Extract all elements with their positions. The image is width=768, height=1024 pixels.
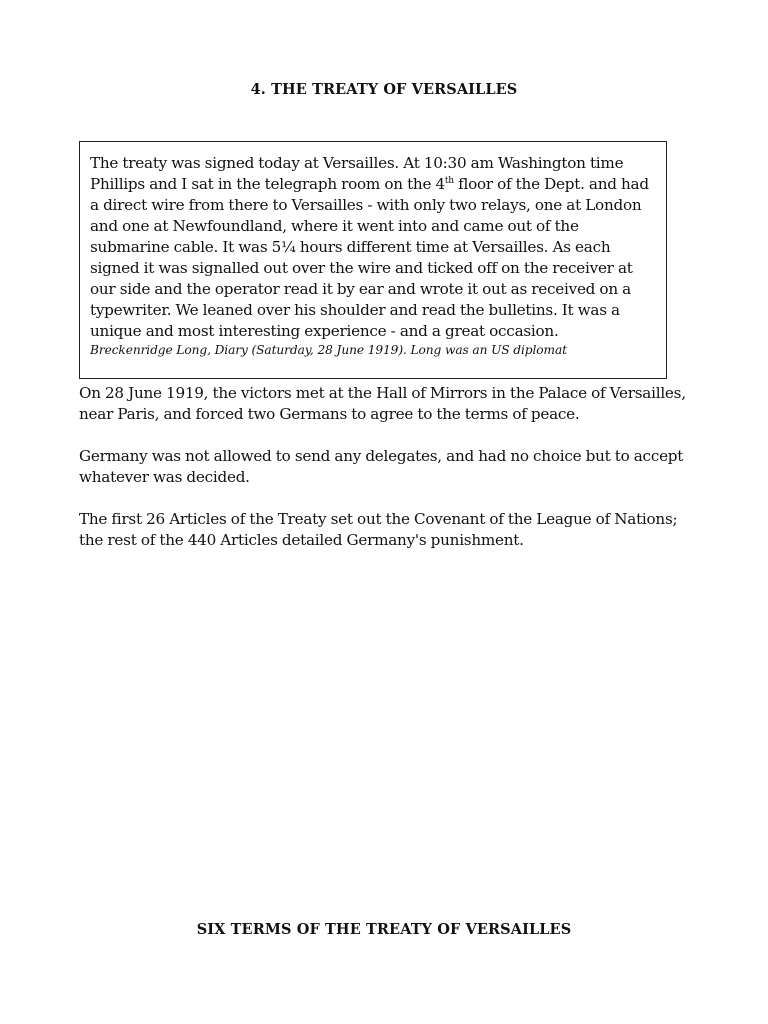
paragraph-line: whatever was decided. — [79, 468, 250, 486]
quote-line: a direct wire from there to Versailles - with only two relays, one at London — [90, 196, 642, 214]
paragraph-line: On 28 June 1919, the victors met at the Hall of Mirrors in the Palace of Versailles, — [79, 384, 686, 402]
page-title: 4. THE TREATY OF VERSAILLES — [250, 81, 518, 98]
paragraph-line: near Paris, and forced two Germans to agree to the terms of peace. — [79, 405, 580, 423]
quote-source: Breckenridge Long, Diary (Saturday, 28 June 1919). Long was an US diplomat — [90, 343, 567, 357]
quote-box — [79, 141, 667, 379]
section-title: SIX TERMS OF THE TREATY OF VERSAILLES — [196, 921, 572, 938]
ordinal-suffix: th — [444, 175, 454, 186]
quote-line: unique and most interesting experience - and a great occasion. — [90, 322, 559, 340]
quote-line-part: Phillips and I sat in the telegraph room on the 4 — [90, 175, 445, 193]
quote-line-part: floor of the Dept. and had — [453, 175, 649, 193]
quote-line: The treaty was signed today at Versailles. At 10:30 am Washington time — [90, 154, 624, 172]
paragraph — [79, 446, 699, 488]
quote-line: typewriter. We leaned over his shoulder and read the bulletins. It was a — [90, 301, 620, 319]
quote-line: submarine cable. It was 5¼ hours different time at Versailles. As each — [90, 238, 611, 256]
paragraph-line: the rest of the 440 Articles detailed Germany's punishment. — [79, 531, 524, 549]
paragraph — [79, 509, 699, 551]
paragraph — [79, 383, 699, 425]
quote-line — [90, 174, 656, 195]
paragraph-line: Germany was not allowed to send any delegates, and had no choice but to accept — [79, 447, 684, 465]
quote-line: and one at Newfoundland, where it went into and came out of the — [90, 217, 579, 235]
quote-line: our side and the operator read it by ear and wrote it out as received on a — [90, 280, 631, 298]
quote-text — [90, 153, 656, 342]
quote-line: signed it was signalled out over the wire and ticked off on the receiver at — [90, 259, 633, 277]
paragraph-line: The first 26 Articles of the Treaty set out the Covenant of the League of Nations; — [79, 510, 678, 528]
